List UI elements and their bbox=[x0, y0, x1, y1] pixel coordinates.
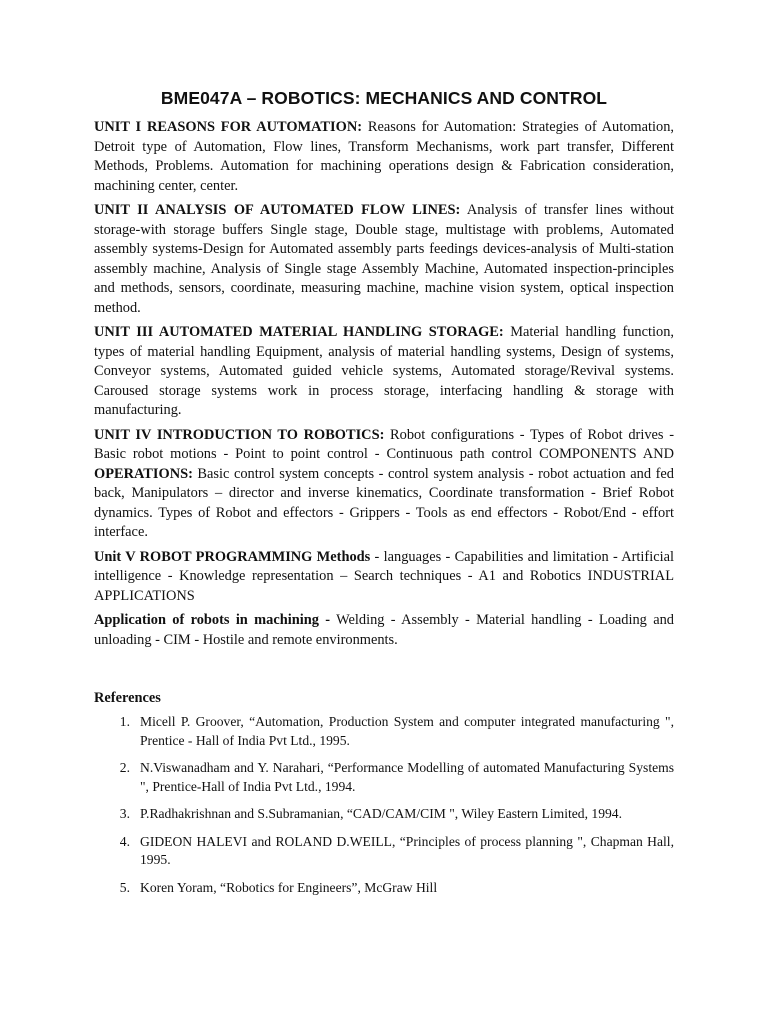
references-list bbox=[94, 713, 674, 897]
reference-item bbox=[94, 879, 674, 898]
unit-1-paragraph bbox=[94, 118, 674, 196]
unit-4-subheading: OPERATIONS: bbox=[94, 465, 193, 482]
reference-number: 1. bbox=[119, 714, 130, 729]
reference-number: 2. bbox=[119, 760, 130, 775]
unit-3-paragraph bbox=[94, 323, 674, 421]
reference-text: P.Radhakrishnan and S.Subramanian, “CAD/CAM/CIM ", Wiley Eastern Limited, 1994. bbox=[140, 806, 622, 821]
unit-2-body: Analysis of transfer lines without storage-with storage buffers Single stage, Double stage, multistage with problems, Automated assembly systems-Design for Automated assembly parts feedings devices-analysis of Multi-station assembly machine, Analysis of Single stage Assembly Machine, Automated inspection-principles and methods, sensors, coordinate, measuring machine, machine vision system, optical inspection method. bbox=[94, 202, 674, 316]
page-title: BME047A – ROBOTICS: MECHANICS AND CONTROL bbox=[160, 88, 608, 108]
unit-5-body: - languages - Capabilities and limitation - Artificial intelligence - Knowledge representation – Search techniques - A1 and Robotics INDUSTRIAL APPLICATIONS bbox=[94, 548, 674, 604]
reference-number: 3. bbox=[119, 806, 130, 821]
applications-heading: Application of robots in machining - bbox=[94, 612, 331, 628]
reference-item bbox=[94, 833, 674, 870]
reference-text: Koren Yoram, “Robotics for Engineers”, McGraw Hill bbox=[140, 879, 438, 895]
reference-text: N.Viswanadham and Y. Narahari, “Performance Modelling of automated Manufacturing Systems ", Prentice-Hall of India Pvt Ltd., 1994. bbox=[140, 760, 674, 794]
unit-4-heading: UNIT IV INTRODUCTION TO ROBOTICS: bbox=[94, 426, 385, 443]
unit-2-paragraph bbox=[94, 201, 674, 318]
reference-item bbox=[94, 805, 674, 824]
unit-5-heading: Unit V ROBOT PROGRAMMING Methods bbox=[94, 548, 371, 565]
unit-5-paragraph bbox=[94, 548, 674, 607]
reference-number: 4. bbox=[119, 833, 130, 849]
unit-1-heading: UNIT I REASONS FOR AUTOMATION: bbox=[94, 119, 363, 135]
reference-item bbox=[94, 713, 674, 750]
applications-body: Welding - Assembly - Material handling - Loading and unloading - CIM - Hostile and remote environments. bbox=[94, 612, 674, 648]
unit-4-body-continued: Basic control system concepts - control system analysis - robot actuation and fed back, Manipulators – director and inverse kinematics, Coordinate transformation - Brief Robot dynamics. Types of Robot and effectors - Grippers - Tools as end effectors - Robot/End - effort interface. bbox=[94, 465, 674, 540]
unit-4-body: Robot configurations - Types of Robot drives - Basic robot motions - Point to point control - Continuous path control COMPONENTS AND bbox=[94, 426, 674, 462]
reference-text: Micell P. Groover, “Automation, Production System and computer integrated manufacturing ", Prentice - Hall of India Pvt Ltd., 1995. bbox=[140, 714, 674, 748]
unit-4-paragraph bbox=[94, 426, 674, 543]
reference-number: 5. bbox=[119, 879, 130, 895]
unit-3-heading: UNIT III AUTOMATED MATERIAL HANDLING STORAGE: bbox=[94, 324, 504, 340]
unit-1-body: Reasons for Automation: Strategies of Automation, Detroit type of Automation, Flow lines, Transform Mechanisms, work part transfer, Different Methods, Problems. Automation for machining operations design & Fabrication consideration, machining center, center. bbox=[94, 119, 674, 194]
unit-3-body: Material handling function, types of material handling Equipment, analysis of material handling systems, Design of systems, Conveyor systems, Automated guided vehicle systems, Automated storage/Revival systems. Caroused storage systems work in process storage, interfacing handling & storage with manufacturing. bbox=[94, 324, 674, 418]
unit-2-heading: UNIT II ANALYSIS OF AUTOMATED FLOW LINES: bbox=[94, 202, 461, 218]
reference-item bbox=[94, 759, 674, 796]
references-heading: References bbox=[94, 690, 161, 706]
applications-paragraph bbox=[94, 611, 674, 650]
reference-text: GIDEON HALEVI and ROLAND D.WEILL, “Principles of process planning ", Chapman Hall, 1995. bbox=[140, 833, 674, 867]
